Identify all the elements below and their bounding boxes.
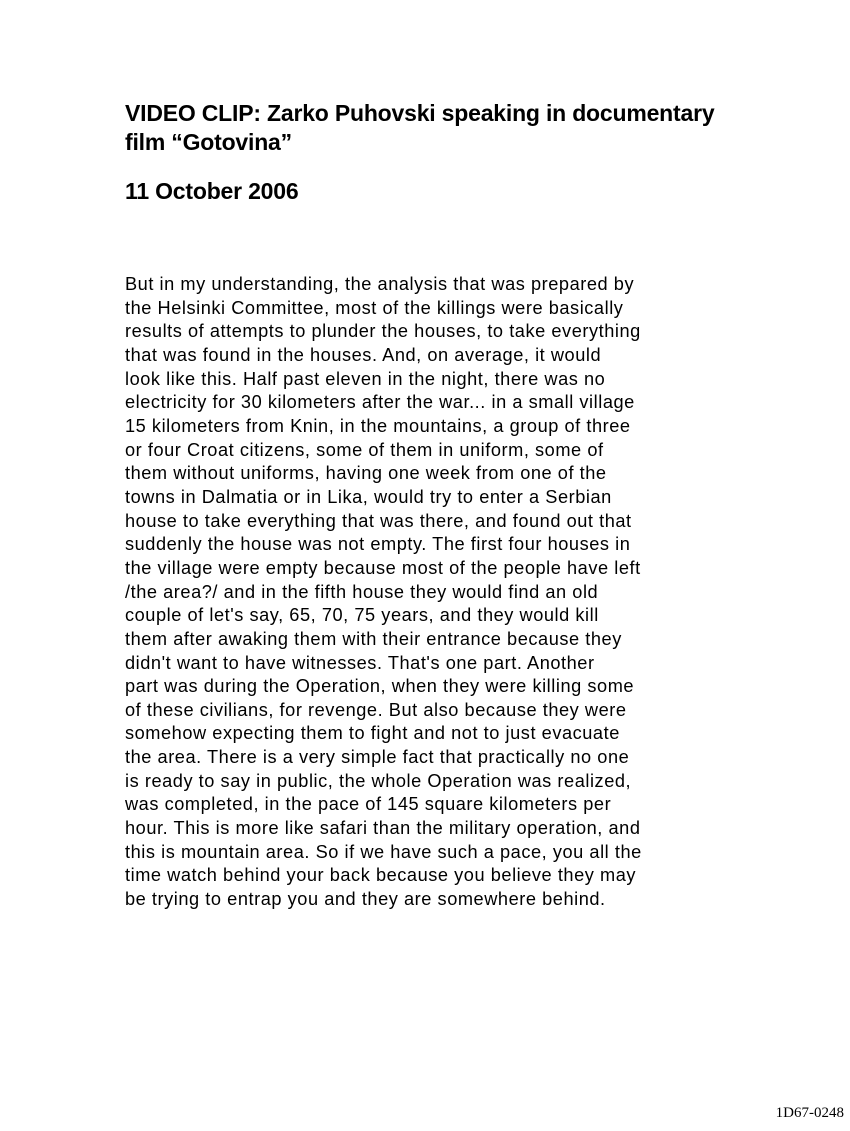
transcript-line: part was during the Operation, when they were killing some xyxy=(125,676,635,697)
transcript-line: of these civilians, for revenge. But also because they were xyxy=(125,699,627,720)
document-title: VIDEO CLIP: Zarko Puhovski speaking in documentary film “Gotovina” xyxy=(125,100,715,155)
document-date: 11 October 2006 xyxy=(125,178,299,204)
transcript-line: electricity for 30 kilometers after the war... in a small village xyxy=(125,392,635,413)
transcript-line: somehow expecting them to fight and not to just evacuate xyxy=(125,723,620,744)
transcript-line: be trying to entrap you and they are somewhere behind. xyxy=(125,889,606,910)
transcript-line: towns in Dalmatia or in Lika, would try to enter a Serbian xyxy=(125,486,612,507)
transcript-line: look like this. Half past eleven in the night, there was no xyxy=(125,368,606,389)
transcript-line: this is mountain area. So if we have such a pace, you all the xyxy=(125,841,642,862)
transcript-line: them after awaking them with their entrance because they xyxy=(125,628,622,649)
transcript-line: was completed, in the pace of 145 square kilometers per xyxy=(125,794,612,815)
transcript-line: But in my understanding, the analysis that was prepared by xyxy=(125,274,635,294)
document-id-stamp: 1D67-0248 xyxy=(775,1105,844,1121)
transcript-line: 15 kilometers from Knin, in the mountains, a group of three xyxy=(125,415,631,436)
transcript-line: that was found in the houses. And, on average, it would xyxy=(125,344,602,365)
transcript-line: time watch behind your back because you believe they may xyxy=(125,865,637,886)
transcript-line: suddenly the house was not empty. The first four houses in xyxy=(125,534,631,555)
transcript-body xyxy=(125,273,745,912)
transcript-line: house to take everything that was there, and found out that xyxy=(125,510,632,531)
transcript-line: or four Croat citizens, some of them in uniform, some of xyxy=(125,439,604,460)
transcript-line: the Helsinki Committee, most of the killings were basically xyxy=(125,297,624,318)
transcript-line: didn't want to have witnesses. That's one part. Another xyxy=(125,652,595,673)
transcript-line: the village were empty because most of the people have left xyxy=(125,557,641,578)
transcript-line: results of attempts to plunder the houses, to take everything xyxy=(125,321,641,342)
transcript-line: couple of let's say, 65, 70, 75 years, and they would kill xyxy=(125,605,599,626)
transcript-line: the area. There is a very simple fact that practically no one xyxy=(125,747,630,768)
transcript-line: /the area?/ and in the fifth house they would find an old xyxy=(125,581,599,602)
transcript-line: is ready to say in public, the whole Operation was realized, xyxy=(125,770,632,791)
transcript-line: them without uniforms, having one week from one of the xyxy=(125,463,607,484)
transcript-line: hour. This is more like safari than the military operation, and xyxy=(125,818,641,839)
